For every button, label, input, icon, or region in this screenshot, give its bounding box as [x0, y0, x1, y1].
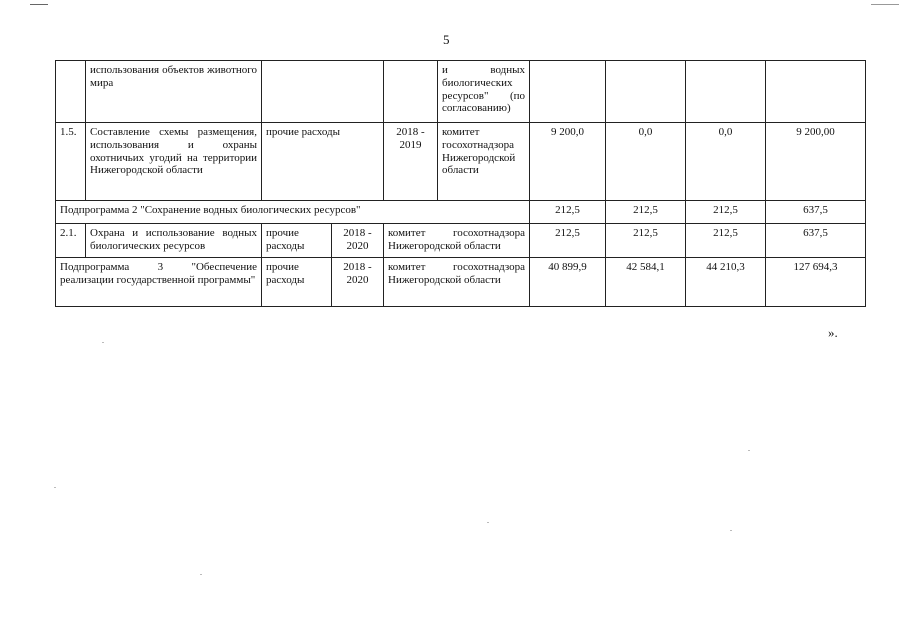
scan-speck	[487, 522, 489, 523]
cell-num: 2.1.	[56, 224, 86, 258]
scan-speck	[102, 342, 104, 343]
scan-speck	[730, 530, 732, 531]
table-row-subprogram-3	[56, 258, 866, 307]
cell-value-1: 9 200,0	[530, 123, 606, 201]
cell-expense	[262, 61, 384, 123]
top-right-rule	[871, 4, 899, 5]
cell-total: 9 200,00	[766, 123, 866, 201]
page-number: 5	[443, 32, 450, 47]
cell-num	[56, 61, 86, 123]
cell-total	[766, 61, 866, 123]
cell-expense: прочие расходы	[262, 258, 332, 307]
program-table	[55, 60, 866, 307]
cell-value-2	[606, 61, 686, 123]
cell-value-1	[530, 61, 606, 123]
cell-executor: комитет госохотнадзора Нижегородской области	[384, 224, 530, 258]
scan-speck	[200, 574, 202, 575]
cell-subprogram-title: Подпрограмма 3 "Обеспечение реализации государственной программы"	[56, 258, 262, 307]
cell-executor: комитет госохотнадзора Нижегородской области	[384, 258, 530, 307]
cell-value-2: 212,5	[606, 201, 686, 224]
top-left-rule	[30, 4, 48, 5]
cell-value-2: 42 584,1	[606, 258, 686, 307]
cell-years: 2018 - 2020	[332, 258, 384, 307]
cell-expense: прочие расходы	[262, 224, 332, 258]
cell-measure: Составление схемы размещения, использования и охраны охотничьих угодий на территории Нижегородской области	[86, 123, 262, 201]
cell-measure: Охрана и использование водных биологических ресурсов	[86, 224, 262, 258]
cell-expense: прочие расходы	[262, 123, 384, 201]
cell-value-2: 0,0	[606, 123, 686, 201]
cell-total: 637,5	[766, 201, 866, 224]
cell-years	[384, 61, 438, 123]
cell-value-3: 0,0	[686, 123, 766, 201]
table-row-2-1	[56, 224, 866, 258]
scan-speck	[748, 450, 750, 451]
cell-measure: использования объектов животного мира	[86, 61, 262, 123]
cell-num: 1.5.	[56, 123, 86, 201]
table-row-1-5	[56, 123, 866, 201]
scan-speck	[54, 487, 56, 488]
cell-executor: комитет госохотнадзора Нижегородской области	[438, 123, 530, 201]
cell-value-3: 212,5	[686, 224, 766, 258]
table-row-continuation	[56, 61, 866, 123]
cell-total: 637,5	[766, 224, 866, 258]
cell-years: 2018 - 2020	[332, 224, 384, 258]
cell-value-3: 44 210,3	[686, 258, 766, 307]
table-row-subprogram-2	[56, 201, 866, 224]
cell-value-1: 40 899,9	[530, 258, 606, 307]
cell-value-3	[686, 61, 766, 123]
cell-total: 127 694,3	[766, 258, 866, 307]
cell-executor: и водных биологических ресурсов" (по согласованию)	[438, 61, 530, 123]
cell-subprogram-title: Подпрограмма 2 "Сохранение водных биологических ресурсов"	[56, 201, 530, 224]
cell-value-3: 212,5	[686, 201, 766, 224]
closing-quote-mark: ».	[828, 325, 838, 340]
cell-value-1: 212,5	[530, 201, 606, 224]
cell-value-1: 212,5	[530, 224, 606, 258]
cell-value-2: 212,5	[606, 224, 686, 258]
cell-years: 2018 - 2019	[384, 123, 438, 201]
